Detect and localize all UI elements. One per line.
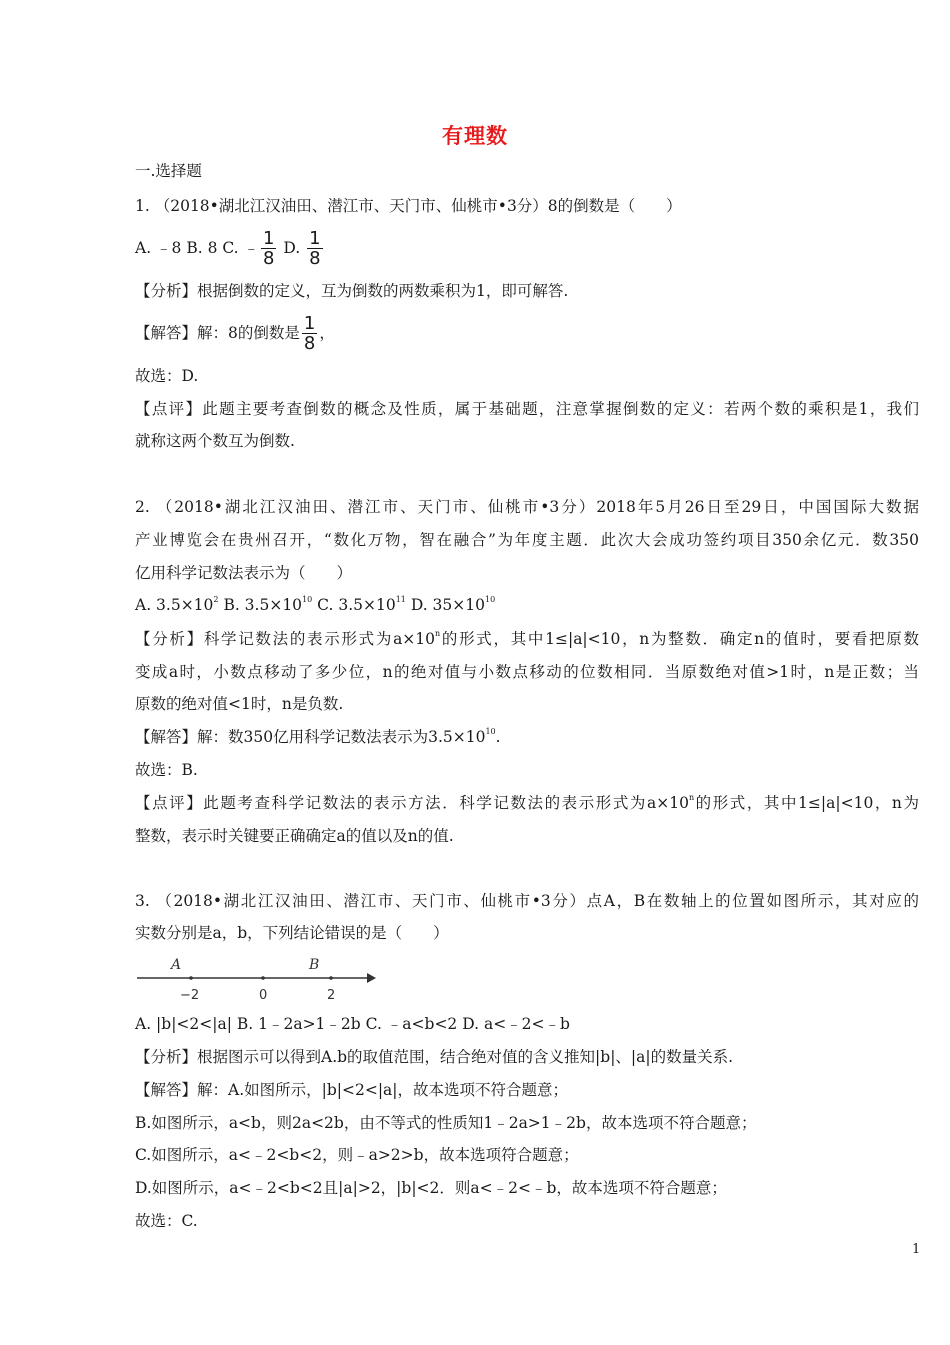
q2-stem-line-2: 产业博览会在贵州召开，“数化万物，智在融合”为年度主题．此次大会成功签约项目350余亿元．数350 xyxy=(135,531,919,549)
q2-analysis-text: 的形式，其中1≤|a|<10，n为整数．确定n的值时，要看把原数 xyxy=(440,630,920,648)
q2-analysis-text: 【分析】科学记数法的表示形式为a×10 xyxy=(135,630,436,648)
q1-analysis: 【分析】根据倒数的定义，互为倒数的两数乘积为1，即可解答. xyxy=(135,282,569,300)
tick-neg2-mark xyxy=(189,976,193,980)
q1-stem: 1. （2018•湖北江汉油田、潜江市、天门市、仙桃市•3分）8的倒数是（ ） xyxy=(135,197,682,215)
q1-answer-suffix: ， xyxy=(319,324,335,342)
exponent: 10 xyxy=(485,727,496,736)
q2-stem-line-1: 2. （2018•湖北江汉油田、潜江市、天门市、仙桃市•3分）2018年5月26日至29日，中国国际大数据 xyxy=(135,498,919,516)
q2-answer-text: 【解答】解：数350亿用科学记数法表示为3.5×10 xyxy=(135,728,486,746)
tick-2-label: 2 xyxy=(327,988,336,1002)
q3-answer-line-3: C.如图所示，a<﹣2<b<2，则﹣a>2>b，故本选项符合题意； xyxy=(135,1146,579,1164)
q3-answer-line-2: B.如图所示，a<b，则2a<2b，由不等式的性质知1﹣2a>1﹣2b，故本选项不符合题意； xyxy=(135,1114,757,1132)
q3-analysis: 【分析】根据图示可以得到A.b的取值范围，结合绝对值的含义推知|b|、|a|的数量关系. xyxy=(135,1048,734,1066)
q3-answer-line-4: D.如图所示，a<﹣2<b<2且|a|>2，|b|<2．则a<﹣2<﹣b，故本选项不符合题意； xyxy=(135,1179,727,1197)
q2-comment-text: 的形式，其中1≤|a|<10，n为 xyxy=(694,794,919,812)
q2-option-b: B. 3.5×10 xyxy=(218,596,303,614)
q2-comment-line-2: 整数，表示时关键要正确确定a的值以及n的值. xyxy=(135,827,454,845)
q1-answer-text: 【解答】解：8的倒数是 xyxy=(135,324,300,342)
q1-comment-line-1: 【点评】此题主要考查倒数的概念及性质，属于基础题，注意掌握倒数的定义：若两个数的乘积是1，我们 xyxy=(135,400,919,418)
tick-neg2-label: −2 xyxy=(180,988,200,1002)
point-b-label: B xyxy=(309,957,320,973)
q3-answer-line-1: 【解答】解：A.如图所示，|b|<2<|a|，故本选项不符合题意； xyxy=(135,1081,569,1099)
fraction-numerator: 1 xyxy=(263,228,275,249)
q2-options xyxy=(135,594,495,616)
q2-analysis-line-3: 原数的绝对值<1时，n是负数. xyxy=(135,695,344,713)
q2-analysis-line-2: 变成a时，小数点移动了多少位，n的绝对值与小数点移动的位数相同．当原数绝对值>1时，n是正数；当 xyxy=(135,663,919,681)
number-line-arrow-icon xyxy=(367,973,376,983)
fraction-denominator: 8 xyxy=(263,248,275,269)
section-heading: 一.选择题 xyxy=(135,162,202,180)
q1-options xyxy=(135,228,325,268)
q1-option-d-fraction xyxy=(307,230,322,268)
number-line-figure xyxy=(135,950,385,1002)
fraction-denominator: 8 xyxy=(303,333,316,354)
page-title: 有理数 xyxy=(442,124,508,148)
exponent: n xyxy=(688,793,695,802)
q3-stem-line-2: 实数分别是a，b，下列结论错误的是（ ） xyxy=(135,924,449,942)
q1-option-d-label: D. xyxy=(278,239,306,257)
fraction-denominator: 8 xyxy=(309,248,321,269)
q2-comment-text: 【点评】此题考查科学记数法的表示方法．科学记数法的表示形式为a×10 xyxy=(135,794,689,812)
exponent: 11 xyxy=(395,595,406,604)
q2-option-c: C. 3.5×10 xyxy=(312,596,396,614)
q1-option-c-fraction xyxy=(261,230,276,268)
q1-options-text: A. ﹣8 B. 8 C. ﹣ xyxy=(135,239,260,257)
tick-0-label: 0 xyxy=(259,988,268,1002)
fraction-numerator: 1 xyxy=(303,313,316,334)
q1-comment-line-2: 就称这两个数互为倒数. xyxy=(135,432,295,450)
q2-analysis-line-1 xyxy=(135,628,919,650)
q2-option-a: A. 3.5×10 xyxy=(135,596,214,614)
q1-answer xyxy=(135,313,335,353)
q2-answer xyxy=(135,726,501,748)
q3-options: A. |b|<2<|a| B. 1﹣2a>1﹣2b C. ﹣a<b<2 D. a<﹣2<﹣b xyxy=(135,1015,570,1033)
q2-answer-suffix: . xyxy=(495,728,501,746)
tick-0-mark xyxy=(261,976,265,980)
q1-answer-fraction xyxy=(302,315,317,353)
q2-option-d: D. 35×10 xyxy=(405,596,485,614)
exponent: n xyxy=(435,629,441,638)
q2-choice: 故选：B. xyxy=(135,761,198,779)
exponent: 2 xyxy=(213,595,219,604)
q3-stem-line-1: 3. （2018•湖北江汉油田、潜江市、天门市、仙桃市•3分）点A，B在数轴上的位置如图所示，其对应的 xyxy=(135,892,919,910)
tick-2-mark xyxy=(329,976,333,980)
exponent: 10 xyxy=(484,595,496,604)
page-number: 1 xyxy=(912,1242,921,1257)
q2-stem-line-3: 亿用科学记数法表示为（ ） xyxy=(135,564,353,582)
point-a-label: A xyxy=(171,957,182,973)
exponent: 10 xyxy=(302,595,313,604)
q3-choice: 故选：C. xyxy=(135,1212,198,1230)
fraction-numerator: 1 xyxy=(309,228,321,249)
q2-comment-line-1 xyxy=(135,792,919,814)
q1-choice: 故选：D. xyxy=(135,367,199,385)
